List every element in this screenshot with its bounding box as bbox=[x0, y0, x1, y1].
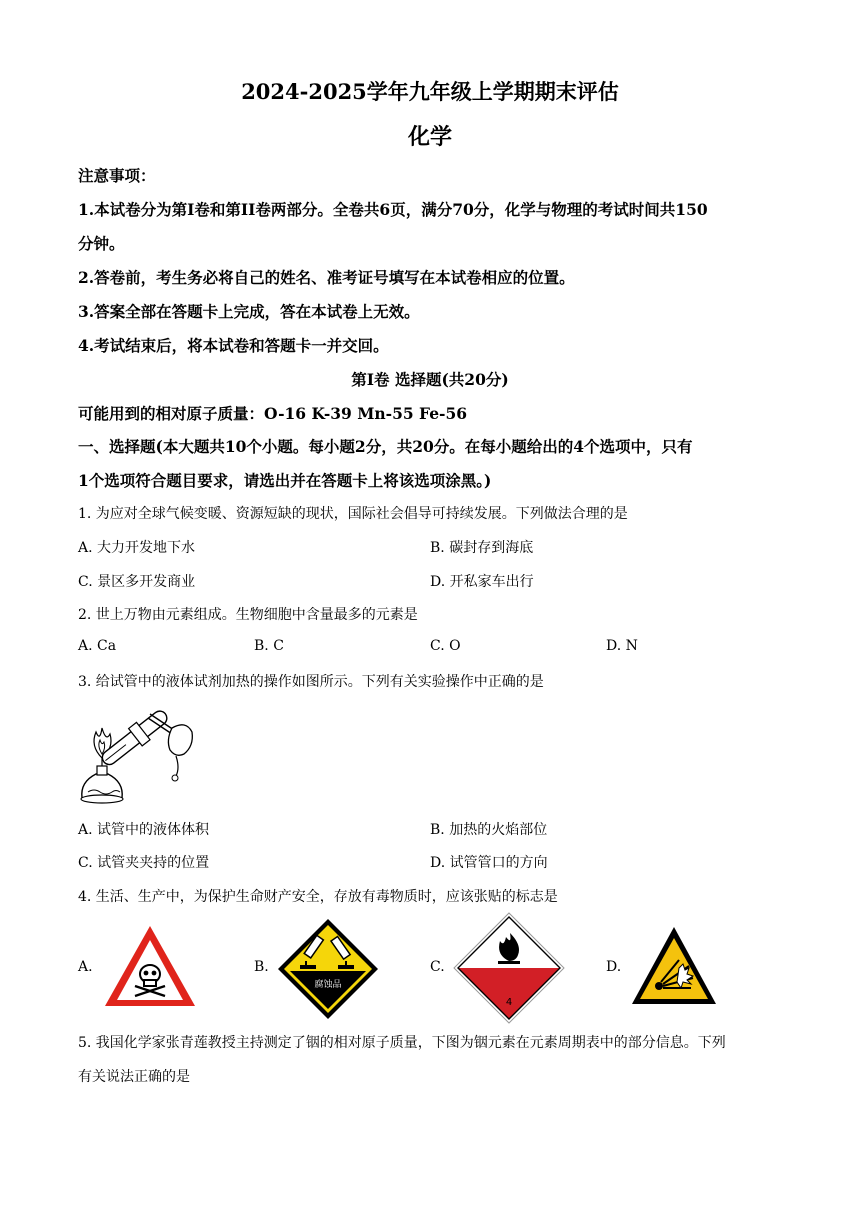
q2-option-d: D. N bbox=[606, 638, 638, 654]
question-3-stem: 3. 给试管中的液体试剂加热的操作如图所示。下列有关实验操作中正确的是 bbox=[78, 674, 544, 690]
toxic-warning-sign-icon bbox=[101, 922, 199, 1012]
notice-item-3: 3.答案全部在答题卡上完成，答在本试卷上无效。 bbox=[78, 302, 420, 321]
q2-option-b: B. C bbox=[254, 638, 284, 654]
heating-test-tube-diagram bbox=[76, 698, 196, 808]
question-2-stem: 2. 世上万物由元素组成。生物细胞中含量最多的元素是 bbox=[78, 607, 418, 623]
q4-option-a-label: A. bbox=[78, 959, 93, 975]
q3-option-a: A. 试管中的液体体积 bbox=[78, 822, 210, 838]
section-instruction-2: 1个选项符合题目要求，请选出并在答题卡上将该选项涂黑。) bbox=[78, 471, 492, 490]
atomic-masses: 可能用到的相对原子质量：O-16 K-39 Mn-55 Fe-56 bbox=[78, 404, 468, 423]
spontaneously-combustible-sign-icon bbox=[452, 911, 566, 1025]
question-4-stem: 4. 生活、生产中，为保护生命财产安全，存放有毒物质时，应该张贴的标志是 bbox=[78, 889, 558, 905]
notice-item-1-cont: 分钟。 bbox=[78, 234, 125, 253]
corrosive-sign-text: 腐蚀品 bbox=[314, 980, 342, 990]
notice-item-2: 2.答卷前，考生务必将自己的姓名、准考证号填写在本试卷相应的位置。 bbox=[78, 268, 575, 287]
q4-option-b-label: B. bbox=[254, 959, 269, 975]
question-1-stem: 1. 为应对全球气候变暖、资源短缺的现状，国际社会倡导可持续发展。下列做法合理的是 bbox=[78, 506, 628, 522]
q2-option-a: A. Ca bbox=[78, 638, 117, 654]
section-title: 第I卷 选择题(共20分) bbox=[351, 370, 509, 389]
q4-option-c-label: C. bbox=[430, 959, 445, 975]
notice-item-4: 4.考试结束后，将本试卷和答题卡一并交回。 bbox=[78, 336, 389, 355]
q1-option-c: C. 景区多开发商业 bbox=[78, 574, 196, 590]
notice-item-1: 1.本试卷分为第I卷和第II卷两部分。全卷共6页，满分70分，化学与物理的考试时间共150 bbox=[78, 200, 708, 219]
exam-title: 2024-2025学年九年级上学期期末评估 bbox=[241, 79, 619, 104]
q1-option-b: B. 碳封存到海底 bbox=[430, 540, 534, 556]
q3-option-b: B. 加热的火焰部位 bbox=[430, 822, 548, 838]
q2-option-c: C. O bbox=[430, 638, 461, 654]
q3-option-d: D. 试管管口的方向 bbox=[430, 855, 548, 871]
explosive-warning-sign-icon bbox=[629, 924, 719, 1008]
question-5-stem-line1: 5. 我国化学家张青莲教授主持测定了铟的相对原子质量，下图为铟元素在元素周期表中的部分信息。下列 bbox=[78, 1035, 726, 1051]
corrosive-sign-icon bbox=[276, 917, 380, 1021]
section-instruction-1: 一、选择题(本大题共10个小题。每小题2分，共20分。在每小题给出的4个选项中，只有 bbox=[78, 437, 693, 456]
exam-subject: 化学 bbox=[407, 124, 452, 150]
notice-heading: 注意事项： bbox=[78, 166, 156, 185]
q1-option-a: A. 大力开发地下水 bbox=[78, 540, 196, 556]
hazard-class-number: 4 bbox=[505, 997, 513, 1008]
question-5-stem-line2: 有关说法正确的是 bbox=[78, 1069, 190, 1085]
q3-option-c: C. 试管夹夹持的位置 bbox=[78, 855, 210, 871]
q1-option-d: D. 开私家车出行 bbox=[430, 574, 534, 590]
q4-option-d-label: D. bbox=[606, 959, 622, 975]
